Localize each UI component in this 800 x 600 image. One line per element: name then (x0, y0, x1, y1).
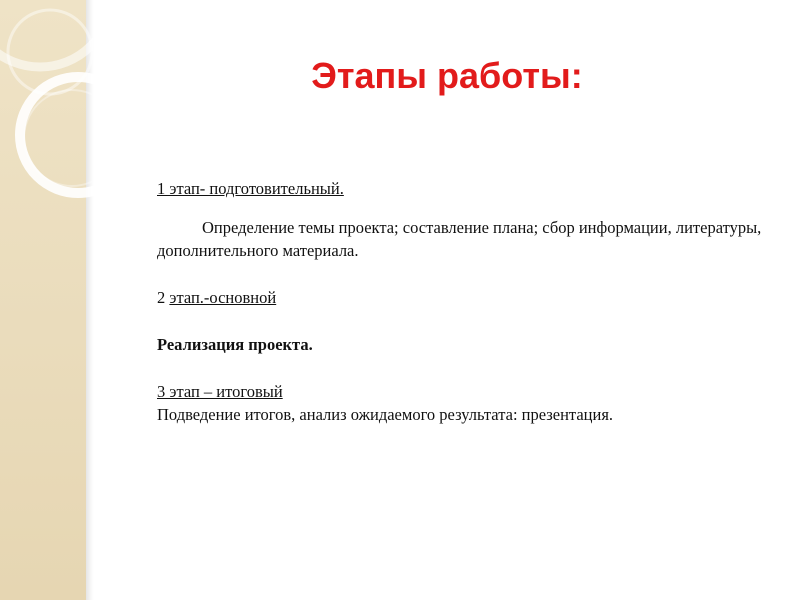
stage2-heading: этап.-основной (169, 288, 277, 307)
spacer (157, 262, 777, 286)
spacer (157, 309, 777, 333)
stage3-heading: 3 этап – итоговый (157, 382, 283, 401)
stage3-description: Подведение итогов, анализ ожидаемого результата: презентация. (157, 405, 614, 424)
slide-title: Этапы работы: (311, 55, 583, 96)
stage1-heading: 1 этап- подготовительный. (157, 179, 344, 198)
stage2-heading-line (157, 286, 777, 309)
decorative-rings-icon (0, 0, 94, 600)
stage2-number: 2 (157, 288, 166, 307)
slide-body (157, 177, 777, 426)
stage1-description: Определение темы проекта; составление плана; сбор информации, литературы, дополнительного материала. (157, 218, 762, 260)
spacer (157, 356, 777, 380)
stage2-description: Реализация проекта. (157, 335, 313, 354)
